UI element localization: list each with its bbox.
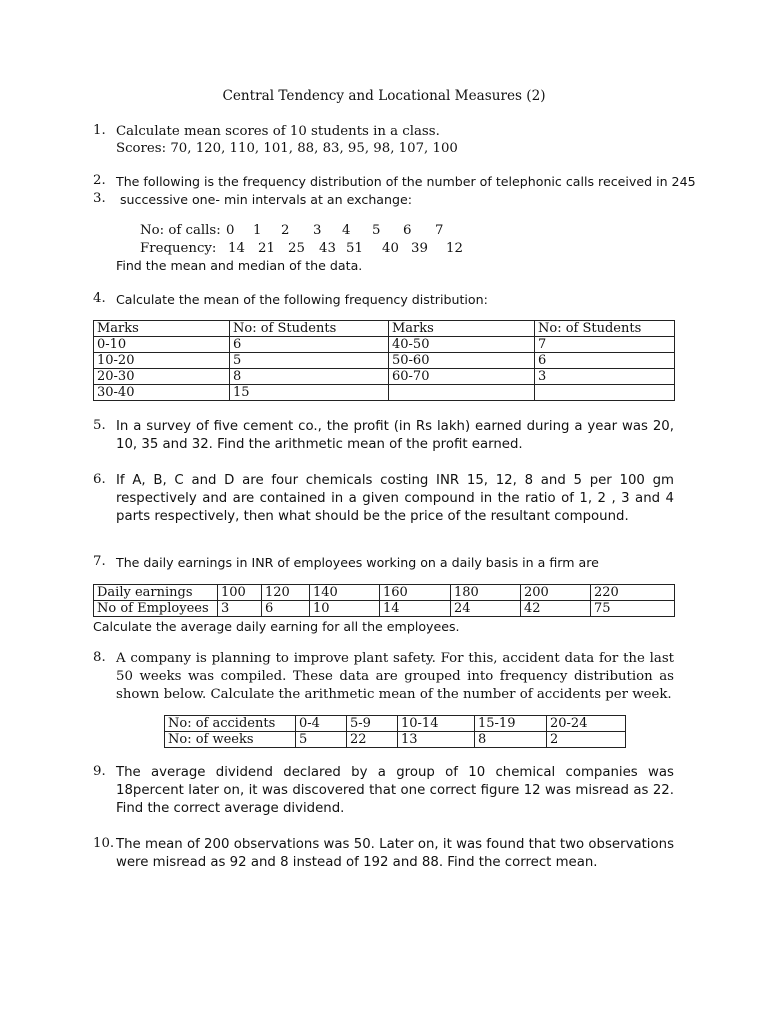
- accidents-table: [164, 715, 626, 748]
- table-row: [94, 321, 675, 337]
- table-cell: 5: [230, 353, 389, 369]
- table-cell: 60-70: [389, 369, 535, 385]
- frequency-value: 40: [382, 241, 399, 256]
- table-cell: 180: [451, 585, 521, 601]
- table-cell: No: of weeks: [165, 732, 296, 748]
- question-4-text: Calculate the mean of the following frequency distribution:: [116, 292, 488, 307]
- question-2-line-1: The following is the frequency distribution of the number of telephonic calls received in 245: [116, 174, 696, 189]
- table-cell: 200: [521, 585, 591, 601]
- table-cell: 20-24: [547, 716, 626, 732]
- table-cell: 14: [380, 601, 451, 617]
- table-row: [94, 369, 675, 385]
- table-cell: 10-14: [398, 716, 475, 732]
- table-row: [165, 716, 626, 732]
- question-1-line-1: Calculate mean scores of 10 students in a class.: [116, 124, 440, 139]
- table-row: [94, 385, 675, 401]
- table-cell: 140: [310, 585, 380, 601]
- table-cell: No: of Students: [535, 321, 675, 337]
- question-7-number: 7.: [93, 554, 106, 569]
- calls-value: 2: [281, 223, 290, 238]
- calls-label: No: of calls:: [140, 223, 221, 238]
- table-cell: 2: [547, 732, 626, 748]
- frequency-value: 43: [319, 241, 336, 256]
- question-5-number: 5.: [93, 418, 106, 433]
- table-cell: 20-30: [94, 369, 230, 385]
- frequency-value: 21: [258, 241, 275, 256]
- table-cell: Marks: [389, 321, 535, 337]
- question-7-text: The daily earnings in INR of employees working on a daily basis in a firm are: [116, 555, 599, 570]
- table-cell: 7: [535, 337, 675, 353]
- calls-value: 6: [403, 223, 412, 238]
- question-1-number: 1.: [93, 123, 106, 138]
- table-cell: 50-60: [389, 353, 535, 369]
- table-cell: No: of accidents: [165, 716, 296, 732]
- frequency-label: Frequency:: [140, 241, 217, 256]
- table-cell: 22: [347, 732, 398, 748]
- table-cell: Marks: [94, 321, 230, 337]
- table-cell: 0-4: [296, 716, 347, 732]
- calls-value: 7: [435, 223, 444, 238]
- table-cell: 3: [218, 601, 262, 617]
- table-row: [94, 601, 675, 617]
- calls-value: 4: [342, 223, 351, 238]
- table-cell: 40-50: [389, 337, 535, 353]
- frequency-value: 51: [346, 241, 363, 256]
- question-9-number: 9.: [93, 764, 106, 779]
- table-cell: 10-20: [94, 353, 230, 369]
- question-2-number: 2.: [93, 173, 106, 188]
- question-5-text: In a survey of five cement co., the profit (in Rs lakh) earned during a year was 20, 10, 35 and 32. Find the arithmetic mean of the profit earned.: [116, 419, 674, 452]
- table-cell: 15-19: [475, 716, 547, 732]
- frequency-value: 14: [228, 241, 245, 256]
- table-cell: 5-9: [347, 716, 398, 732]
- question-8-number: 8.: [93, 650, 106, 665]
- table-cell: 30-40: [94, 385, 230, 401]
- question-10-text: The mean of 200 observations was 50. Later on, it was found that two observations were misread as 92 and 8 instead of 192 and 88. Find the correct mean.: [116, 837, 674, 870]
- question-2-ask: Find the mean and median of the data.: [116, 258, 363, 273]
- table-cell: 120: [262, 585, 310, 601]
- table-cell: 15: [230, 385, 389, 401]
- question-1-line-2: Scores: 70, 120, 110, 101, 88, 83, 95, 98, 107, 100: [116, 141, 458, 156]
- table-cell: No: of Students: [230, 321, 389, 337]
- table-cell: 220: [591, 585, 675, 601]
- table-cell: 3: [535, 369, 675, 385]
- table-cell: 24: [451, 601, 521, 617]
- question-9-text: The average dividend declared by a group of 10 chemical companies was 18percent later on, it was discovered that one correct figure 12 was misread as 22. Find the correct average dividend.: [116, 765, 674, 816]
- calls-value: 1: [253, 223, 262, 238]
- table-cell: Daily earnings: [94, 585, 218, 601]
- table-cell: 8: [475, 732, 547, 748]
- table-row: [165, 732, 626, 748]
- table-cell: 8: [230, 369, 389, 385]
- frequency-value: 39: [411, 241, 428, 256]
- question-2-line-2: successive one- min intervals at an exchange:: [120, 192, 412, 207]
- table-cell: 6: [262, 601, 310, 617]
- table-cell: 6: [230, 337, 389, 353]
- table-cell: [535, 385, 675, 401]
- page-title: Central Tendency and Locational Measures (2): [222, 88, 546, 104]
- calls-value: 0: [226, 223, 235, 238]
- question-8-text: A company is planning to improve plant safety. For this, accident data for the last 50 weeks was compiled. These data are grouped into frequency distribution as shown below. Calculate the arithmetic mean of the number of accidents per week.: [116, 651, 674, 702]
- table-row: [94, 353, 675, 369]
- frequency-value: 12: [446, 241, 463, 256]
- question-7-after: Calculate the average daily earning for all the employees.: [93, 619, 460, 634]
- question-10-number: 10.: [93, 836, 115, 851]
- frequency-value: 25: [288, 241, 305, 256]
- table-cell: 100: [218, 585, 262, 601]
- question-3-number: 3.: [93, 191, 106, 206]
- table-cell: 10: [310, 601, 380, 617]
- table-cell: 160: [380, 585, 451, 601]
- table-cell: [389, 385, 535, 401]
- question-4-number: 4.: [93, 291, 106, 306]
- table-row: [94, 585, 675, 601]
- calls-value: 3: [313, 223, 322, 238]
- table-cell: 5: [296, 732, 347, 748]
- calls-value: 5: [372, 223, 381, 238]
- table-cell: 0-10: [94, 337, 230, 353]
- earnings-table: [93, 584, 675, 617]
- table-cell: 42: [521, 601, 591, 617]
- table-cell: 13: [398, 732, 475, 748]
- question-6-text: If A, B, C and D are four chemicals costing INR 15, 12, 8 and 5 per 100 gm respectively and are contained in a given compound in the ratio of 1, 2 , 3 and 4 parts respectively, then what should be the price of the resultant compound.: [116, 473, 674, 524]
- question-6-number: 6.: [93, 472, 106, 487]
- table-cell: 75: [591, 601, 675, 617]
- marks-table: [93, 320, 675, 401]
- table-row: [94, 337, 675, 353]
- table-cell: No of Employees: [94, 601, 218, 617]
- table-cell: 6: [535, 353, 675, 369]
